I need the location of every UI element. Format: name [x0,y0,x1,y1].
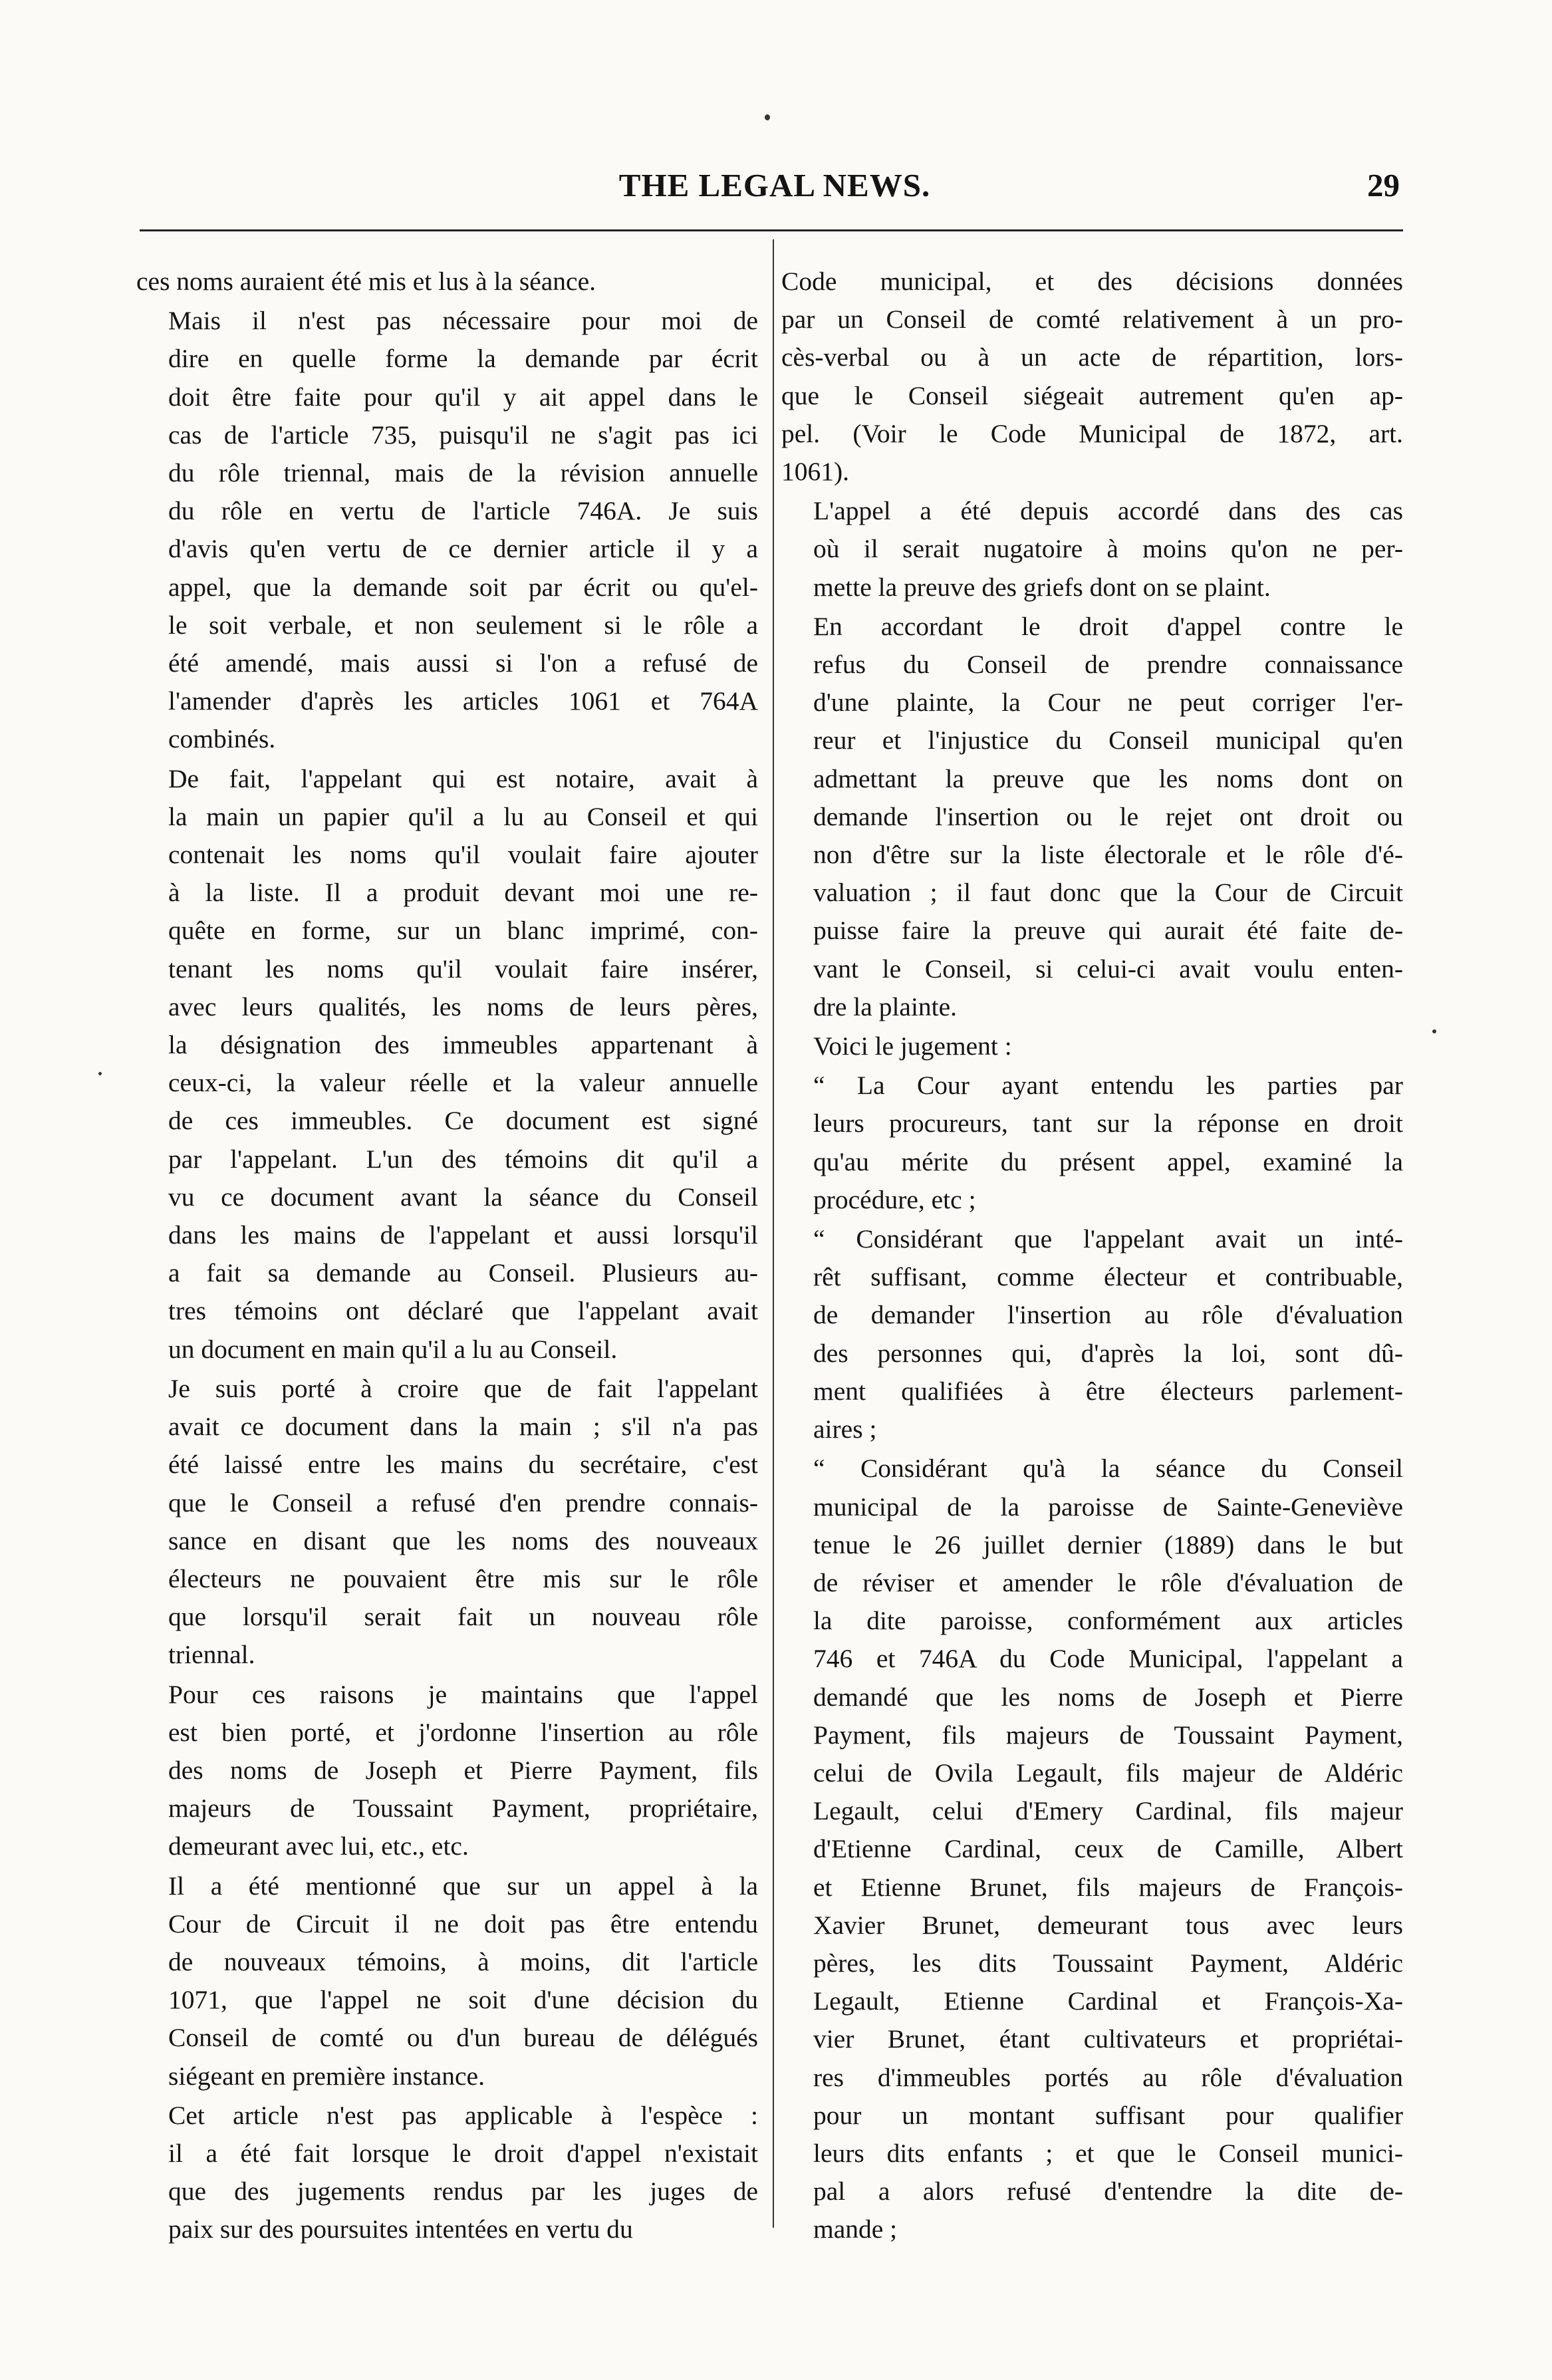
paragraph [136,760,758,1369]
text-line: que le Conseil a refusé d'en prendre connais- [168,1488,758,1518]
text-line: rêt suffisant, comme électeur et contribuable, [813,1262,1403,1292]
text-line: “ Considérant que l'appelant avait un inté- [813,1224,1403,1254]
text-line: été amendé, mais aussi si l'on a refusé de [168,648,758,678]
text-line: sance en disant que les noms des nouveaux [168,1525,758,1555]
text-line: Je suis porté à croire que de fait l'appelant [168,1373,758,1403]
text-line: Il a été mentionné que sur un appel à la [168,1871,758,1901]
text-line: du rôle en vertu de l'article 746A. Je suis [168,496,758,526]
paragraph [781,1027,1403,1065]
text-line: vier Brunet, étant cultivateurs et propriétai- [813,2024,1403,2054]
text-line: quête en forme, sur un blanc imprimé, con- [168,916,758,946]
text-line: qu'au mérite du présent appel, examiné la [813,1146,1403,1176]
speck [1432,1029,1436,1033]
paragraph [136,1676,758,1866]
text-line: contenait les noms qu'il voulait faire ajouter [168,840,758,870]
text-line: par l'appelant. L'un des témoins dit qu'il a [168,1144,758,1174]
text-line: ceux-ci, la valeur réelle et la valeur annuelle [168,1068,758,1098]
text-line: mande ; [813,2214,898,2244]
text-line: reur et l'injustice du Conseil municipal qu'en [813,726,1403,755]
text-line: du rôle triennal, mais de la révision annuelle [168,458,758,488]
text-line: ces noms auraient été mis et lus à la séance. [136,267,596,296]
text-line: 1061). [781,457,850,487]
text-line: vant le Conseil, si celui-ci avait voulu enten- [813,954,1403,984]
left-column [136,263,758,2249]
text-line: il a été fait lorsque le droit d'appel n'existait [168,2138,758,2168]
text-line: puisse faire la preuve qui aurait été faite de- [813,916,1403,946]
text-line: que le Conseil siégeait autrement qu'en ap- [781,380,1403,410]
text-line: cas de l'article 735, puisqu'il ne s'agit pas ici [168,420,758,450]
text-line: Payment, fils majeurs de Toussaint Payment, [813,1720,1403,1750]
paragraph [781,492,1403,606]
text-line: doit être faite pour qu'il y ait appel dans le [168,382,758,412]
text-line: été laissé entre les mains du secrétaire, c'est [168,1450,758,1480]
text-line: pal a alors refusé d'entendre la dite de- [813,2177,1403,2206]
text-line: électeurs ne pouvaient être mis sur le rôle [168,1563,758,1593]
text-line: valuation ; il faut donc que la Cour de Circuit [813,878,1403,908]
text-line: où il serait nugatoire à moins qu'on ne per- [813,534,1403,564]
text-line: refus du Conseil de prendre connaissance [813,650,1403,680]
text-line: dire en quelle forme la demande par écrit [168,344,758,374]
text-line: procédure, etc ; [813,1184,976,1214]
text-line: cès-verbal ou à un acte de répartition, lors- [781,342,1403,372]
text-line: tenant les noms qu'il voulait faire insérer, [168,954,758,984]
text-line: Pour ces raisons je maintains que l'appel [168,1679,758,1709]
text-line: ment qualifiées à être électeurs parlement- [813,1376,1403,1406]
text-line: Conseil de comté ou d'un bureau de délégués [168,2023,758,2053]
paragraph [781,1220,1403,1448]
text-line: d'avis qu'en vertu de ce dernier article il y a [168,534,758,564]
paragraph [781,608,1403,1026]
text-line: de ces immeubles. Ce document est signé [168,1106,758,1136]
header-rule [140,229,1403,231]
text-line: dre la plainte. [813,992,958,1021]
text-line: siégeant en première instance. [168,2061,485,2091]
text-line: que des jugements rendus par les juges de [168,2177,758,2206]
text-line: admettant la preuve que les noms dont on [813,763,1403,793]
text-line: pel. (Voir le Code Municipal de 1872, art. [781,418,1403,448]
running-title: THE LEGAL NEWS. [618,167,931,203]
text-line: que lorsqu'il serait fait un nouveau rôle [168,1602,758,1632]
text-line: d'Etienne Cardinal, ceux de Camille, Albert [813,1834,1403,1864]
text-line: tres témoins ont déclaré que l'appelant avait [168,1296,758,1326]
text-line: celui de Ovila Legault, fils majeur de Aldéric [813,1758,1403,1787]
paragraph [781,1067,1403,1219]
page-header [150,160,1400,213]
paragraph [781,263,1403,491]
text-line: par un Conseil de comté relativement à un pro- [781,305,1403,334]
text-line: De fait, l'appelant qui est notaire, avait à [168,763,758,793]
text-line: de nouveaux témoins, à moins, dit l'article [168,1946,758,1976]
text-line: la désignation des immeubles appartenant à [168,1030,758,1060]
paragraph [136,1370,758,1674]
text-line: En accordant le droit d'appel contre le [813,611,1403,641]
text-line: avec leurs qualités, les noms de leurs pères, [168,992,758,1021]
text-line: Voici le jugement : [813,1031,1012,1061]
text-line: res d'immeubles portés au rôle d'évaluation [813,2062,1403,2092]
text-line: des noms de Joseph et Pierre Payment, fils [168,1755,758,1785]
text-line: demande l'insertion ou le rejet ont droit ou [813,801,1403,831]
text-line: non d'être sur la liste électorale et le rôle d'é- [813,840,1403,870]
text-line: majeurs de Toussaint Payment, propriétaire, [168,1793,758,1823]
text-line: 746 et 746A du Code Municipal, l'appelant a [813,1644,1403,1674]
text-line: paix sur des poursuites intentées en vertu du [168,2214,633,2244]
text-line: demandé que les noms de Joseph et Pierre [813,1682,1403,1712]
page-number: 29 [1367,167,1400,203]
text-line: le soit verbale, et non seulement si le rôle a [168,610,758,640]
text-line: a fait sa demande au Conseil. Plusieurs au- [168,1258,758,1288]
paragraph [781,1450,1403,2248]
text-line: est bien porté, et j'ordonne l'insertion au rôle [168,1717,758,1747]
text-line: des personnes qui, d'après la loi, sont dû- [813,1338,1403,1368]
text-line: leurs procureurs, tant sur la réponse en droit [813,1109,1403,1138]
text-line: l'amender d'après les articles 1061 et 764A [168,686,758,716]
right-column [781,263,1403,2249]
text-line: triennal. [168,1640,255,1670]
text-line: aires ; [813,1414,877,1444]
text-line: mette la preuve des griefs dont on se plaint. [813,572,1271,602]
paragraph [136,263,758,301]
text-line: et Etienne Brunet, fils majeurs de François- [813,1872,1403,1902]
text-line: “ Considérant qu'à la séance du Conseil [813,1454,1403,1484]
text-line: la main un papier qu'il a lu au Conseil et qui [168,801,758,831]
text-line: la dite paroisse, conformément aux articles [813,1606,1403,1636]
text-line: Legault, Etienne Cardinal et François-Xa- [813,1986,1403,2016]
text-line: un document en main qu'il a lu au Conseil. [168,1334,618,1364]
text-line: Cour de Circuit il ne doit pas être entendu [168,1909,758,1938]
text-line: tenue le 26 juillet dernier (1889) dans le but [813,1529,1403,1559]
paragraph [136,1867,758,2095]
column-rule [773,239,774,2228]
text-line: Legault, celui d'Emery Cardinal, fils majeur [813,1796,1403,1826]
text-line: pères, les dits Toussaint Payment, Aldéric [813,1948,1403,1978]
text-line: Cet article n'est pas applicable à l'espèce : [168,2100,758,2130]
text-line: Xavier Brunet, demeurant tous avec leurs [813,1910,1403,1940]
text-line: dans les mains de l'appelant et aussi lorsqu'il [168,1220,758,1250]
text-line: avait ce document dans la main ; s'il n'a pas [168,1412,758,1442]
text-line: pour un montant suffisant pour qualifier [813,2100,1403,2130]
text-line: L'appel a été depuis accordé dans des cas [813,496,1403,526]
paragraph [136,302,758,758]
text-line: de demander l'insertion au rôle d'évaluation [813,1300,1403,1330]
text-line: à la liste. Il a produit devant moi une re- [168,878,758,908]
text-line: Mais il n'est pas nécessaire pour moi de [168,306,758,336]
paragraph [136,2097,758,2249]
text-line: municipal de la paroisse de Sainte-Geneviève [813,1492,1403,1521]
text-line: appel, que la demande soit par écrit ou qu'el- [168,572,758,602]
speck [765,114,770,120]
text-line: “ La Cour ayant entendu les parties par [813,1071,1403,1101]
text-line: vu ce document avant la séance du Conseil [168,1182,758,1212]
text-line: 1071, que l'appel ne soit d'une décision du [168,1985,758,2015]
text-line: Code municipal, et des décisions données [781,267,1403,296]
text-line: demeurant avec lui, etc., etc. [168,1831,469,1861]
text-line: combinés. [168,724,276,754]
text-line: d'une plainte, la Cour ne peut corriger l'er- [813,688,1403,718]
speck [98,1072,102,1075]
text-line: leurs dits enfants ; et que le Conseil munici- [813,2138,1403,2168]
text-line: de réviser et amender le rôle d'évaluation de [813,1567,1403,1597]
